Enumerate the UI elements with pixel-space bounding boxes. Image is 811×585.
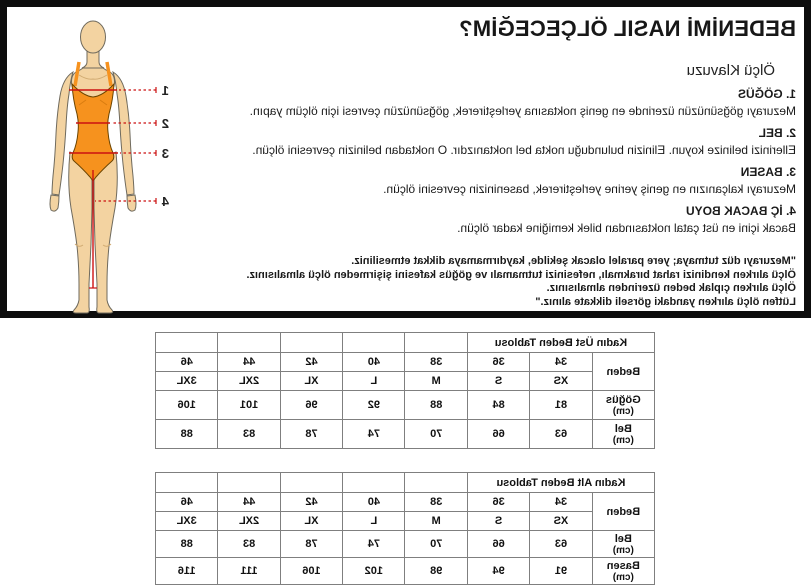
section-body-waist: Ellerinizi belinize koyun. Elinizin bulunduğu nokta bel noktanızdır. O noktadan belinizin çevresini ölçün.: [252, 143, 796, 157]
row-label-unit: (cm): [612, 405, 634, 417]
size-cell: XS: [530, 372, 592, 391]
chest-measure-row: [156, 391, 655, 420]
row-label-beden: Beden: [592, 353, 654, 391]
empty-cell: [218, 333, 280, 353]
value-cell: 74: [343, 420, 405, 449]
section-body-hip: Mezurayı kalçanızın en geniş yerine yerleştirerek, baseninizin çevresini ölçün.: [383, 182, 796, 196]
size-cell: S: [467, 512, 529, 531]
size-cell: 46: [156, 493, 218, 512]
waist-measure-row: [156, 420, 655, 449]
row-label-bel: [592, 420, 654, 449]
section-heading-hip: 3. BASEN: [740, 165, 796, 179]
guide-subtitle: Ölçü Klavuzu: [686, 62, 775, 79]
guide-text-block: [151, 7, 796, 309]
table-title-row: [156, 333, 655, 353]
measure-label-4: 4: [161, 194, 169, 209]
value-cell: 106: [156, 391, 218, 420]
section-heading-inseam: 4. İÇ BACAK BOYU: [685, 204, 796, 218]
value-cell: 83: [218, 420, 280, 449]
value-cell: 88: [156, 531, 218, 558]
hip-measure-row: [156, 558, 655, 585]
size-cell: XL: [280, 512, 342, 531]
row-label-bel: [592, 531, 654, 558]
size-cell: XL: [280, 372, 342, 391]
measure-labels: [161, 83, 169, 209]
value-cell: 98: [405, 558, 467, 585]
measure-label-3: 3: [161, 146, 169, 161]
row-label-unit: (cm): [612, 434, 634, 446]
body-figure-illustration: [9, 12, 177, 314]
empty-cell: [218, 473, 280, 493]
size-cell: 38: [405, 493, 467, 512]
empty-cell: [280, 333, 342, 353]
value-cell: 63: [530, 531, 592, 558]
value-cell: 84: [467, 391, 529, 420]
waist-measure-row: [156, 531, 655, 558]
value-cell: 70: [405, 531, 467, 558]
row-label-text: Göğüs: [605, 393, 641, 406]
numeric-size-row: [156, 493, 655, 512]
value-cell: 83: [218, 531, 280, 558]
note-line: Ölçü alırken çıplak beden üzerinden almalısınız.: [546, 282, 796, 294]
left-leg: [94, 152, 117, 313]
value-cell: 78: [280, 531, 342, 558]
right-leg: [69, 152, 92, 313]
note-line: Ölçü alırken kendinizi rahat bırakmalı, nefesinizi tutmamalı ve göğüs kafesini şişirmeden ölçü almalısınız.: [246, 268, 796, 281]
size-cell: 42: [280, 493, 342, 512]
lower-body-size-table: [155, 472, 655, 585]
empty-cell: [280, 473, 342, 493]
empty-cell: [156, 473, 218, 493]
size-cell: 36: [467, 493, 529, 512]
letter-size-row: [156, 512, 655, 531]
size-cell: S: [467, 372, 529, 391]
page-title: BEDENİMİ NASIL ÖLÇECEĞİM?: [458, 16, 796, 41]
measurement-notes: [151, 255, 796, 309]
value-cell: 91: [530, 558, 592, 585]
note-line: Lütfen ölçü alırken yandaki görseli dikkate alınız.": [535, 295, 796, 308]
size-cell: 40: [343, 353, 405, 372]
value-cell: 88: [156, 420, 218, 449]
empty-cell: [405, 473, 467, 493]
size-cell: M: [405, 372, 467, 391]
size-cell: XS: [530, 512, 592, 531]
size-cell: 34: [530, 353, 592, 372]
value-cell: 101: [218, 391, 280, 420]
size-cell: 36: [467, 353, 529, 372]
value-cell: 88: [405, 391, 467, 420]
measure-label-2: 2: [161, 116, 169, 131]
size-cell: L: [343, 372, 405, 391]
size-tables: [155, 332, 655, 585]
value-cell: 78: [280, 420, 342, 449]
value-cell: 66: [467, 531, 529, 558]
left-hand: [127, 195, 136, 211]
table-title: Kadın Alt Beden Tablosu: [467, 473, 654, 493]
section-body-inseam: Bacak içini en üst çatal noktasından bilek kemiğine kadar ölçün.: [457, 221, 796, 235]
row-label-text: Basen: [606, 559, 640, 572]
row-label-unit: (cm): [612, 571, 634, 583]
right-hand: [50, 195, 59, 211]
value-cell: 94: [467, 558, 529, 585]
size-cell: 46: [156, 353, 218, 372]
value-cell: 74: [343, 531, 405, 558]
row-label-unit: (cm): [612, 544, 634, 556]
size-cell: L: [343, 512, 405, 531]
row-label-text: Bel: [614, 532, 632, 545]
row-label-gogus: [592, 391, 654, 420]
size-cell: 44: [218, 353, 280, 372]
empty-cell: [156, 333, 218, 353]
size-cell: 3XL: [156, 372, 218, 391]
size-cell: 2XL: [218, 512, 280, 531]
value-cell: 63: [530, 420, 592, 449]
value-cell: 81: [530, 391, 592, 420]
empty-cell: [405, 333, 467, 353]
size-cell: 42: [280, 353, 342, 372]
size-cell: M: [405, 512, 467, 531]
head: [81, 21, 106, 53]
value-cell: 66: [467, 420, 529, 449]
size-cell: 2XL: [218, 372, 280, 391]
size-cell: 40: [343, 493, 405, 512]
note-line: "Mezurayı düz tutmaya; yere paralel olacak şekilde, kaydırmamaya dikkat etmesiliniz.: [351, 255, 796, 267]
section-heading-chest: 1. GÖĞÜS: [737, 87, 796, 101]
empty-cell: [343, 333, 405, 353]
letter-size-row: [156, 372, 655, 391]
row-label-beden: Beden: [592, 493, 654, 531]
value-cell: 92: [343, 391, 405, 420]
size-cell: 34: [530, 493, 592, 512]
value-cell: 102: [343, 558, 405, 585]
size-cell: 44: [218, 493, 280, 512]
section-body-chest: Mezurayı göğsünüzün üzerinde en geniş noktasına yerleştirerek, göğsünüzün çevresi için ölçüm yapın.: [249, 104, 796, 118]
upper-body-size-table: [155, 332, 655, 449]
size-cell: 3XL: [156, 512, 218, 531]
table-title: Kadın Üst Beden Tablosu: [467, 333, 654, 353]
table-title-row: [156, 473, 655, 493]
value-cell: 96: [280, 391, 342, 420]
value-cell: 106: [280, 558, 342, 585]
value-cell: 116: [156, 558, 218, 585]
value-cell: 111: [218, 558, 280, 585]
section-heading-waist: 2. BEL: [758, 126, 796, 140]
row-label-text: Bel: [614, 422, 632, 435]
numeric-size-row: [156, 353, 655, 372]
row-label-basen: [592, 558, 654, 585]
value-cell: 70: [405, 420, 467, 449]
measure-label-1: 1: [161, 83, 169, 98]
size-cell: 38: [405, 353, 467, 372]
empty-cell: [343, 473, 405, 493]
